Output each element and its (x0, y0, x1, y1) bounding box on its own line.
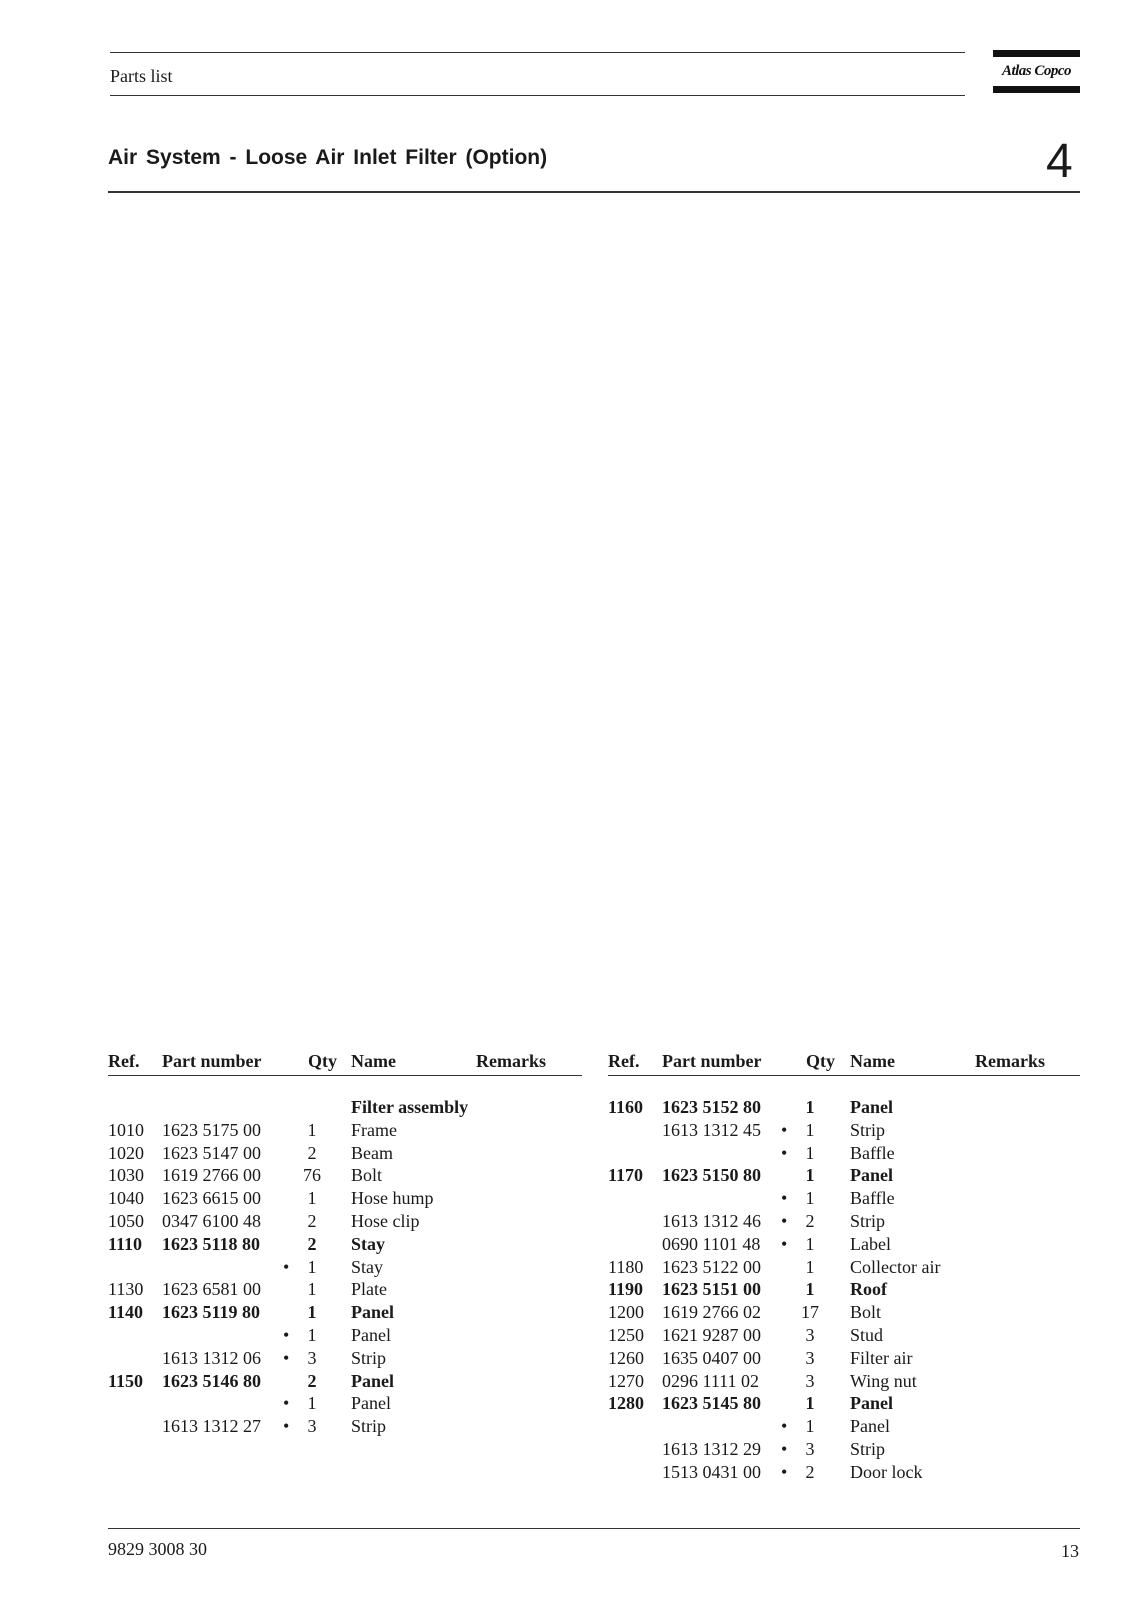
header-name: Name (850, 1051, 895, 1071)
cell-ref: 1110 (108, 1233, 143, 1254)
table-row (108, 1278, 582, 1301)
table-row (608, 1461, 1080, 1484)
cell-ref: 1260 (608, 1347, 644, 1368)
table-body (108, 1096, 582, 1438)
cell-bullet: • (781, 1233, 788, 1254)
parts-table-right (608, 1050, 1080, 1484)
cell-name: Beam (351, 1142, 393, 1163)
cell-bullet: • (781, 1210, 788, 1231)
cell-qty: 1 (307, 1256, 317, 1277)
cell-qty: 1 (805, 1142, 815, 1163)
cell-name: Baffle (850, 1142, 895, 1163)
cell-name: Panel (850, 1097, 893, 1117)
logo-bar-top (993, 50, 1080, 57)
cell-part-number: 1623 5118 80 (162, 1233, 261, 1254)
cell-name: Panel (351, 1370, 394, 1391)
cell-ref: 1280 (608, 1393, 644, 1414)
cell-qty: 2 (805, 1210, 815, 1231)
header-name: Name (351, 1051, 396, 1071)
cell-part-number: 1619 2766 00 (162, 1165, 261, 1186)
cell-part-number: 1623 5151 00 (662, 1279, 761, 1300)
table-header (108, 1050, 582, 1076)
header-rule-top (110, 52, 965, 53)
cell-ref: 1250 (608, 1324, 644, 1345)
cell-name: Baffle (850, 1188, 895, 1209)
cell-name: Panel (351, 1302, 394, 1323)
table-row (108, 1324, 582, 1347)
cell-qty: 1 (805, 1119, 815, 1140)
cell-part-number: 0690 1101 48 (662, 1233, 761, 1254)
cell-name: Stay (351, 1233, 386, 1254)
header-part-number: Part number (662, 1051, 762, 1071)
cell-ref: 1020 (108, 1142, 144, 1163)
header-part-number: Part number (162, 1051, 262, 1071)
logo-bar-bottom (993, 86, 1080, 93)
cell-part-number: 1613 1312 29 (662, 1438, 761, 1459)
document-number: 9829 3008 30 (108, 1539, 207, 1559)
table-row (608, 1256, 1080, 1279)
cell-qty: 2 (307, 1370, 317, 1391)
cell-name: Panel (850, 1165, 893, 1186)
cell-qty: 1 (307, 1393, 317, 1414)
table-row (108, 1210, 582, 1233)
cell-part-number: 1623 5145 80 (662, 1393, 761, 1414)
cell-qty: 3 (805, 1438, 815, 1459)
cell-name: Strip (351, 1347, 387, 1368)
cell-qty: 2 (307, 1142, 317, 1163)
cell-name: Strip (850, 1119, 886, 1140)
table-row (608, 1164, 1080, 1187)
table-row (608, 1233, 1080, 1256)
cell-name: Strip (351, 1416, 387, 1437)
cell-name: Hose clip (351, 1210, 420, 1231)
cell-name: Panel (351, 1393, 391, 1414)
cell-part-number: 1613 1312 45 (662, 1119, 761, 1140)
logo-text: Atlas Copco (1001, 63, 1072, 79)
cell-qty: 1 (805, 1416, 815, 1437)
cell-qty: 1 (805, 1256, 815, 1277)
cell-name: Panel (351, 1324, 391, 1345)
cell-name: Panel (850, 1416, 890, 1437)
cell-name: Bolt (850, 1302, 882, 1323)
cell-part-number: 1619 2766 02 (662, 1302, 761, 1323)
cell-name: Plate (351, 1279, 387, 1300)
cell-ref: 1010 (108, 1119, 144, 1140)
cell-part-number: 1613 1312 46 (662, 1210, 761, 1231)
cell-qty: 1 (307, 1302, 317, 1323)
cell-qty: 3 (805, 1347, 815, 1368)
cell-qty: 2 (307, 1210, 317, 1231)
table-row (108, 1301, 582, 1324)
cell-name: Bolt (351, 1165, 383, 1186)
table-row (608, 1392, 1080, 1415)
cell-ref: 1030 (108, 1165, 144, 1186)
cell-qty: 3 (805, 1324, 815, 1345)
cell-part-number: 1623 5147 00 (162, 1142, 261, 1163)
cell-bullet: • (781, 1188, 788, 1209)
cell-name: Label (850, 1233, 891, 1254)
cell-bullet: • (283, 1256, 290, 1277)
cell-part-number: 1623 5122 00 (662, 1256, 761, 1277)
cell-ref: 1180 (608, 1256, 644, 1277)
table-row (608, 1438, 1080, 1461)
cell-part-number: 1623 5152 80 (662, 1097, 761, 1117)
cell-qty: 76 (303, 1165, 321, 1186)
table-row (108, 1096, 582, 1119)
table-row (608, 1324, 1080, 1347)
cell-name: Wing nut (850, 1370, 917, 1391)
cell-part-number: 1623 5119 80 (162, 1302, 261, 1323)
cell-part-number: 1621 9287 00 (662, 1324, 761, 1345)
header-qty: Qty (308, 1051, 337, 1071)
cell-part-number: 1623 5146 80 (162, 1370, 261, 1391)
cell-part-number: 1623 5175 00 (162, 1119, 261, 1140)
cell-name: Frame (351, 1119, 397, 1140)
table-row (608, 1096, 1080, 1119)
cell-bullet: • (781, 1416, 788, 1437)
cell-qty: 1 (805, 1233, 815, 1254)
header-rule-bottom (110, 95, 965, 96)
cell-ref: 1140 (108, 1302, 144, 1323)
cell-ref: 1160 (608, 1097, 644, 1117)
cell-part-number: 1613 1312 27 (162, 1416, 261, 1437)
cell-ref: 1130 (108, 1279, 144, 1300)
cell-part-number: 1623 6581 00 (162, 1279, 261, 1300)
cell-name: Stud (850, 1324, 884, 1345)
cell-name: Stay (351, 1256, 384, 1277)
cell-qty: 2 (307, 1233, 317, 1254)
table-row (608, 1415, 1080, 1438)
cell-name: Filter assembly (351, 1097, 469, 1117)
cell-bullet: • (283, 1324, 290, 1345)
cell-part-number: 1613 1312 06 (162, 1347, 261, 1368)
cell-part-number: 0347 6100 48 (162, 1210, 261, 1231)
cell-ref: 1190 (608, 1279, 644, 1300)
table-row (108, 1187, 582, 1210)
cell-qty: 2 (805, 1461, 815, 1482)
chapter-number: 4 (1046, 135, 1073, 188)
table-row (108, 1142, 582, 1165)
footer-rule (108, 1528, 1080, 1529)
cell-qty: 1 (805, 1393, 815, 1414)
cell-name: Strip (850, 1210, 886, 1231)
table-row (108, 1392, 582, 1415)
cell-bullet: • (781, 1119, 788, 1140)
table-body (608, 1096, 1080, 1484)
cell-ref: 1050 (108, 1210, 144, 1231)
cell-qty: 17 (801, 1302, 819, 1323)
table-row (108, 1347, 582, 1370)
cell-qty: 1 (805, 1188, 815, 1209)
brand-logo (993, 50, 1080, 93)
cell-bullet: • (283, 1393, 290, 1414)
table-row (108, 1256, 582, 1279)
table-row (108, 1233, 582, 1256)
header-qty: Qty (806, 1051, 835, 1071)
table-row (108, 1119, 582, 1142)
cell-ref: 1170 (608, 1165, 644, 1186)
table-row (108, 1415, 582, 1438)
cell-qty: 3 (805, 1370, 815, 1391)
header-ref: Ref. (108, 1051, 140, 1071)
cell-bullet: • (781, 1461, 788, 1482)
cell-part-number: 1623 5150 80 (662, 1165, 761, 1186)
table-row (608, 1370, 1080, 1393)
cell-part-number: 1513 0431 00 (662, 1461, 761, 1482)
table-row (108, 1370, 582, 1393)
header-ref: Ref. (608, 1051, 640, 1071)
cell-qty: 1 (307, 1188, 317, 1209)
cell-bullet: • (781, 1142, 788, 1163)
cell-part-number: 1635 0407 00 (662, 1347, 761, 1368)
cell-part-number: 0296 1111 02 (662, 1370, 759, 1391)
header-remarks: Remarks (476, 1051, 546, 1071)
title-rule (108, 191, 1080, 193)
table-header (608, 1050, 1080, 1076)
cell-qty: 1 (307, 1119, 317, 1140)
page-number: 13 (1061, 1541, 1079, 1561)
parts-table-left (108, 1050, 582, 1438)
cell-qty: 3 (307, 1347, 317, 1368)
cell-ref: 1040 (108, 1188, 144, 1209)
cell-bullet: • (781, 1438, 788, 1459)
table-row (608, 1210, 1080, 1233)
cell-qty: 1 (805, 1165, 815, 1186)
table-row (608, 1301, 1080, 1324)
cell-qty: 1 (805, 1279, 815, 1300)
section-label: Parts list (110, 66, 173, 86)
cell-ref: 1200 (608, 1302, 644, 1323)
cell-name: Collector air (850, 1256, 941, 1277)
cell-qty: 1 (307, 1279, 317, 1300)
cell-qty: 1 (307, 1324, 317, 1345)
cell-qty: 1 (805, 1097, 815, 1117)
cell-bullet: • (283, 1347, 290, 1368)
cell-name: Panel (850, 1393, 893, 1414)
header-remarks: Remarks (975, 1051, 1045, 1071)
table-row (608, 1142, 1080, 1165)
table-row (608, 1278, 1080, 1301)
cell-name: Strip (850, 1438, 886, 1459)
cell-ref: 1270 (608, 1370, 644, 1391)
cell-bullet: • (283, 1416, 290, 1437)
cell-ref: 1150 (108, 1370, 144, 1391)
cell-part-number: 1623 6615 00 (162, 1188, 261, 1209)
cell-qty: 3 (307, 1416, 317, 1437)
table-row (608, 1187, 1080, 1210)
table-row (608, 1119, 1080, 1142)
cell-name: Door lock (850, 1461, 923, 1482)
cell-name: Roof (850, 1279, 887, 1300)
cell-name: Hose hump (351, 1188, 434, 1209)
table-row (108, 1164, 582, 1187)
table-row (608, 1347, 1080, 1370)
page-title: Air System - Loose Air Inlet Filter (Option) (108, 146, 548, 169)
cell-name: Filter air (850, 1347, 913, 1368)
